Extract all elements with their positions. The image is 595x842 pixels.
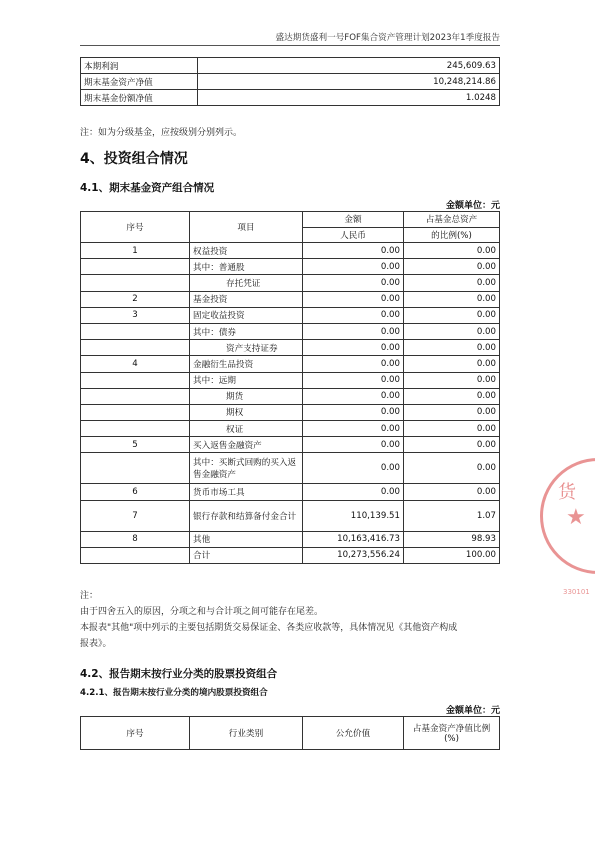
row-value: 245,609.63 [198,58,500,74]
section-4-2-1-title: 4.2.1、报告期末按行业分类的境内股票投资组合 [80,688,268,698]
row-ratio: 0.00 [404,259,500,275]
row-item: 其中：买断式回购的买入返售金融资产 [190,453,303,484]
table-row [81,404,500,420]
header-nav-ratio-line2: (%) [444,734,459,744]
header-item: 项目 [190,212,303,243]
header-industry: 行业类别 [190,717,303,750]
header-nav-ratio-line1: 占基金资产净值比例 [412,724,491,734]
row-item: 权证 [190,421,303,437]
row-ratio: 0.00 [404,437,500,453]
row-amount: 0.00 [303,404,404,420]
row-amount: 0.00 [303,388,404,404]
row-ratio: 0.00 [404,275,500,291]
table-row [81,74,500,90]
row-item: 期货 [190,388,303,404]
note-rounding: 由于四舍五入的原因，分项之和与合计项之间可能存在尾差。 [80,607,324,617]
table-header-row [81,212,500,228]
row-item: 货币市场工具 [190,484,303,500]
table-row [81,531,500,547]
row-seq [81,323,190,339]
row-item: 合计 [190,547,303,563]
unit-label: 金额单位：元 [445,201,500,211]
seal-digits: 330101 [563,588,590,596]
asset-allocation-table [80,211,500,564]
row-seq [81,275,190,291]
row-ratio: 100.00 [404,547,500,563]
table-row [81,388,500,404]
row-item: 基金投资 [190,291,303,307]
row-seq: 6 [81,484,190,500]
section-4-2-title: 4.2、报告期末按行业分类的股票投资组合 [80,668,278,680]
note-label: 注： [80,591,99,601]
table-row [81,547,500,563]
row-amount: 0.00 [303,484,404,500]
row-amount: 0.00 [303,307,404,323]
row-ratio: 0.00 [404,243,500,259]
table-row [81,372,500,388]
row-ratio: 0.00 [404,356,500,372]
row-ratio: 0.00 [404,404,500,420]
row-seq: 4 [81,356,190,372]
row-seq [81,421,190,437]
profit-table [80,57,500,106]
table-row [81,275,500,291]
row-amount: 0.00 [303,421,404,437]
row-ratio: 0.00 [404,372,500,388]
row-amount: 10,273,556.24 [303,547,404,563]
table-row [81,259,500,275]
row-amount: 110,139.51 [303,500,404,531]
table-header-row [81,717,500,750]
row-item: 金融衍生品投资 [190,356,303,372]
row-seq [81,453,190,484]
row-amount: 10,163,416.73 [303,531,404,547]
header-amount: 金额 [303,212,404,228]
row-seq [81,259,190,275]
row-ratio: 0.00 [404,388,500,404]
header-ratio: 占基金总资产 [404,212,500,228]
row-seq [81,388,190,404]
row-ratio: 0.00 [404,484,500,500]
table-row [81,484,500,500]
row-item: 其中：债券 [190,323,303,339]
row-item: 买入返售金融资产 [190,437,303,453]
header-ratio-unit: 的比例(%) [404,227,500,243]
unit-label: 金额单位：元 [445,706,500,716]
row-amount: 0.00 [303,291,404,307]
page-header: 盛达期货盛利一号FOF集合资产管理计划2023年1季度报告 [275,33,500,43]
row-value: 1.0248 [198,90,500,106]
row-amount: 0.00 [303,356,404,372]
row-amount: 0.00 [303,340,404,356]
table-row [81,90,500,106]
row-amount: 0.00 [303,437,404,453]
row-seq: 5 [81,437,190,453]
row-seq: 2 [81,291,190,307]
seal-star-icon: ★ [566,505,586,530]
table-row [81,437,500,453]
row-amount: 0.00 [303,259,404,275]
row-ratio: 1.07 [404,500,500,531]
table-row [81,243,500,259]
row-item: 期权 [190,404,303,420]
row-seq [81,340,190,356]
row-seq: 3 [81,307,190,323]
table-row [81,340,500,356]
header-rule [80,45,500,46]
stock-industry-table [80,716,500,750]
row-ratio: 0.00 [404,421,500,437]
row-item: 权益投资 [190,243,303,259]
row-item: 其中：远期 [190,372,303,388]
row-ratio: 0.00 [404,291,500,307]
row-seq [81,404,190,420]
row-label: 本期利润 [81,58,198,74]
row-item: 存托凭证 [190,275,303,291]
section-4-1-title: 4.1、期末基金资产组合情况 [80,182,215,194]
row-seq: 1 [81,243,190,259]
row-ratio: 0.00 [404,453,500,484]
row-amount: 0.00 [303,275,404,291]
table-row [81,291,500,307]
row-label: 期末基金资产净值 [81,74,198,90]
row-seq [81,547,190,563]
row-amount: 0.00 [303,323,404,339]
row-item: 固定收益投资 [190,307,303,323]
row-label: 期末基金份额净值 [81,90,198,106]
row-amount: 0.00 [303,453,404,484]
section-4-title: 4、投资组合情况 [80,151,188,167]
header-seq: 序号 [81,717,190,750]
table-row [81,421,500,437]
row-amount: 0.00 [303,243,404,259]
row-seq: 7 [81,500,190,531]
row-ratio: 0.00 [404,340,500,356]
table-row [81,453,500,484]
row-seq: 8 [81,531,190,547]
table-row [81,356,500,372]
row-seq [81,372,190,388]
header-currency: 人民币 [303,227,404,243]
row-item: 银行存款和结算备付金合计 [190,500,303,531]
seal-char: 货 [558,482,576,503]
row-item: 其中：普通股 [190,259,303,275]
header-nav-ratio [404,717,500,750]
row-value: 10,248,214.86 [198,74,500,90]
row-item: 其他 [190,531,303,547]
header-fair-value: 公允价值 [303,717,404,750]
row-amount: 0.00 [303,372,404,388]
row-ratio: 0.00 [404,323,500,339]
table-row [81,58,500,74]
row-item: 资产支持证券 [190,340,303,356]
row-ratio: 0.00 [404,307,500,323]
table-row [81,307,500,323]
table-row [81,323,500,339]
row-ratio: 98.93 [404,531,500,547]
note-other-items: 本报表"其他"项中列示的主要包括期货交易保证金、各类应收款等，具体情况见《其他资产构成 [80,623,458,633]
header-seq: 序号 [81,212,190,243]
table-row [81,500,500,531]
note-graded-fund: 注：如为分级基金，应按级别分别列示。 [80,128,243,138]
note-other-items-cont: 报表》。 [80,639,112,649]
